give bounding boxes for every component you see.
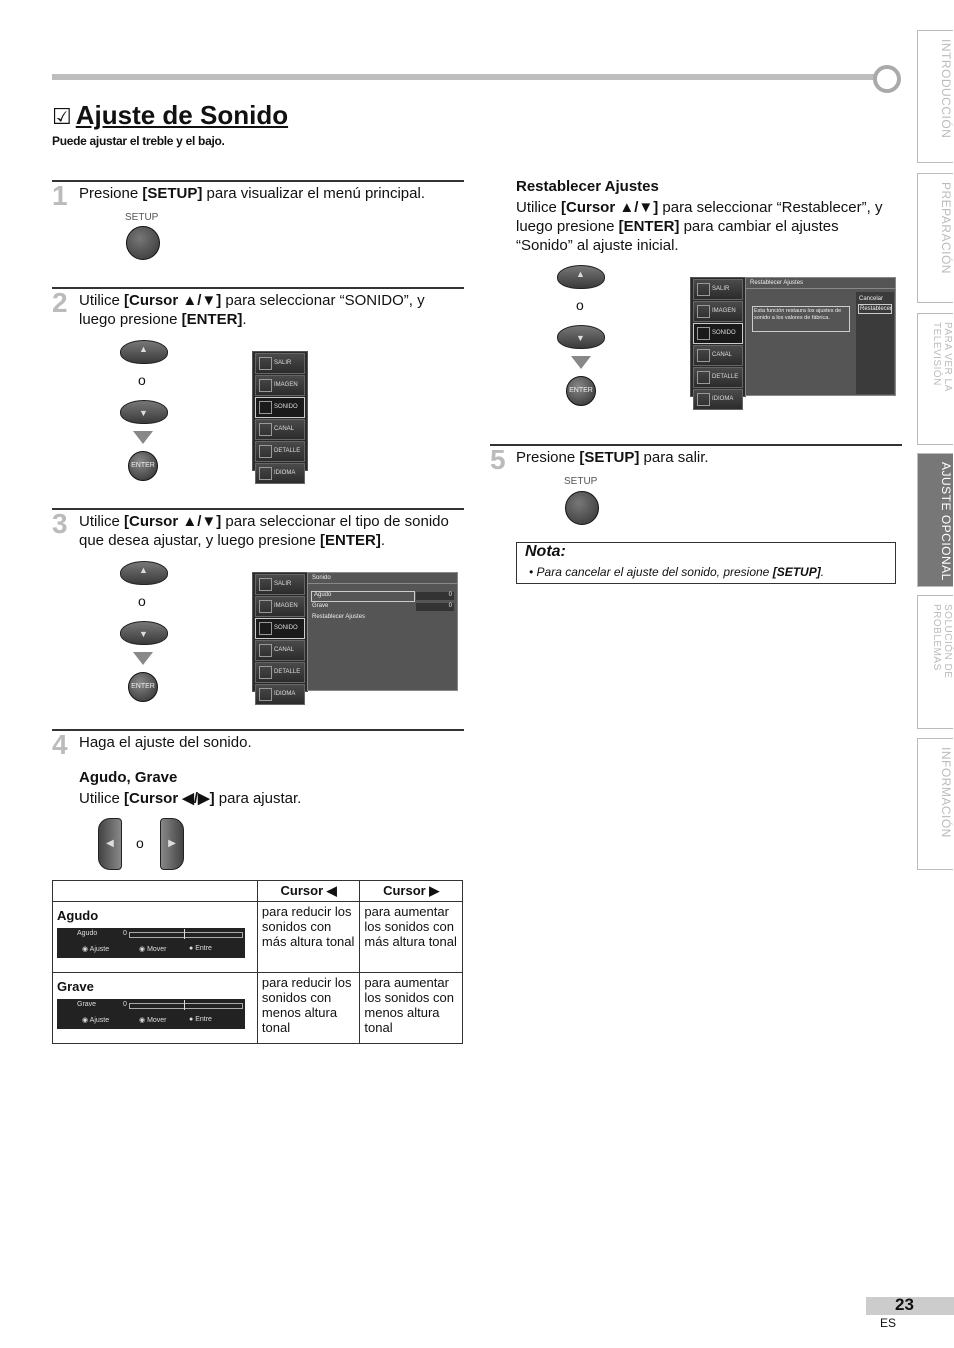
menu-item-idioma: IDIOMA (255, 463, 305, 484)
menu-item-sonido: SONIDO (255, 397, 305, 418)
adjust-table (52, 880, 463, 1044)
menu-item-salir: SALIR (255, 574, 305, 595)
sound-row-agudo: Agudo (311, 591, 415, 602)
grave-value: 0 (416, 603, 454, 611)
agudo-cell (53, 902, 258, 973)
step4-number: 4 (52, 729, 68, 760)
menu-item-canal: CANAL (693, 345, 743, 366)
enter-button-icon: ENTER (128, 451, 158, 481)
mover-hint: ◉ Mover (139, 946, 167, 953)
reset-settings-panel (745, 277, 896, 396)
agudo-value: 0 (416, 592, 454, 600)
menu-item-detalle: DETALLE (693, 367, 743, 388)
sound-row-reset: Restablecer Ajustes (312, 614, 366, 620)
note-title: Nota: (525, 543, 566, 560)
side-tab-introduccion[interactable]: INTRODUCCIÓN (917, 30, 953, 163)
option-restablecer: Restablecer (860, 306, 893, 312)
agudo-bar-label: Agudo (77, 930, 98, 937)
detalle-icon (697, 371, 710, 384)
agudo-left-desc: para reducir los sonidos con más altura tonal (257, 902, 359, 973)
arrow-down-icon (133, 652, 153, 665)
or-label: o (138, 372, 146, 388)
table-header-left: Cursor ◀ (257, 881, 359, 902)
menu-item-detalle: DETALLE (255, 441, 305, 462)
enter-button-icon: ENTER (128, 672, 158, 702)
table-header-empty (53, 881, 258, 902)
cursor-up-icon: ▲ (120, 340, 168, 364)
reset-panel-message: Esta función restaura los ajustes de sonido a los valores de fábrica. (752, 306, 850, 332)
table-row (53, 902, 463, 973)
menu-item-salir: SALIR (255, 353, 305, 374)
reset-menu-screen (690, 277, 746, 402)
sonido-icon (259, 401, 272, 414)
setup-label: SETUP (564, 476, 598, 487)
grave-slider (129, 1003, 243, 1009)
sound-row-grave: Grave (312, 603, 329, 609)
canal-icon (259, 423, 272, 436)
page-subtitle: Puede ajustar el treble y el bajo. (52, 134, 225, 148)
enter-button-icon: ENTER (566, 376, 596, 406)
page-title (52, 100, 288, 131)
grave-label: Grave (57, 979, 94, 994)
agudo-bar-screen (57, 928, 245, 958)
grave-cell (53, 973, 258, 1044)
step3-rule (52, 508, 464, 510)
menu-item-imagen: IMAGEN (693, 301, 743, 322)
main-menu-screen (252, 351, 308, 476)
cursor-right-icon: ▶ (160, 818, 184, 870)
menu-item-imagen: IMAGEN (255, 375, 305, 396)
sound-menu-screen (252, 572, 308, 697)
cursor-up-icon: ▲ (557, 265, 605, 289)
step4-rule (52, 729, 464, 731)
menu-item-idioma: IDIOMA (693, 389, 743, 410)
step3-number: 3 (52, 508, 68, 539)
header-rule (52, 74, 874, 80)
step2-rule (52, 287, 464, 289)
reset-panel-title: Restablecer Ajustes (746, 278, 895, 289)
checkbox-icon: ☑ (52, 104, 72, 129)
grave-left-desc: para reducir los sonidos con menos altura tonal (257, 973, 359, 1044)
arrow-down-icon (571, 356, 591, 369)
ajuste-hint: ◉ Ajuste (82, 1017, 110, 1024)
salir-icon (259, 357, 272, 370)
step2-text: Utilice [Cursor ▲/▼] para seleccionar “SONIDO”, y luego presione [ENTER]. (79, 292, 425, 328)
menu-item-sonido: SONIDO (693, 323, 743, 344)
salir-icon (259, 578, 272, 591)
sonido-icon (259, 622, 272, 635)
step5-text: Presione [SETUP] para salir. (516, 449, 709, 466)
side-tab-para-ver[interactable]: PARA VER LA TELEVISIÓN (917, 313, 953, 445)
cursor-down-icon: ▼ (120, 621, 168, 645)
imagen-icon (259, 379, 272, 392)
step4-text: Haga el ajuste del sonido. (79, 734, 252, 751)
step1-text: Presione [SETUP] para visualizar el menú principal. (79, 185, 425, 202)
note-text: • Para cancelar el ajuste del sonido, presione [SETUP]. (529, 565, 825, 579)
cursor-down-icon: ▼ (557, 325, 605, 349)
step3-text: Utilice [Cursor ▲/▼] para seleccionar el tipo de sonido que desea ajustar, y luego presione [ENTER]. (79, 513, 449, 549)
canal-icon (697, 349, 710, 362)
idioma-icon (259, 467, 272, 480)
grave-bar-value: 0 (123, 1001, 127, 1008)
side-tab-preparacion[interactable]: PREPARACIÓN (917, 173, 953, 303)
arrow-down-icon (133, 431, 153, 444)
cursor-left-icon: ◀ (98, 818, 122, 870)
page-lang: ES (880, 1316, 897, 1330)
reset-options-panel (856, 292, 894, 394)
sound-settings-panel (307, 572, 458, 691)
imagen-icon (697, 305, 710, 318)
setup-label: SETUP (125, 212, 159, 223)
grave-slider-center (184, 1000, 185, 1010)
menu-item-canal: CANAL (255, 640, 305, 661)
table-row (53, 973, 463, 1044)
page-title-text: Ajuste de Sonido (75, 100, 289, 130)
idioma-icon (697, 393, 710, 406)
cursor-up-icon: ▲ (120, 561, 168, 585)
or-label: o (136, 835, 144, 851)
menu-item-idioma: IDIOMA (255, 684, 305, 705)
sound-panel-title: Sonido (308, 573, 457, 584)
step5-number: 5 (490, 444, 506, 475)
reset-heading: Restablecer Ajustes (516, 178, 659, 195)
menu-item-salir: SALIR (693, 279, 743, 300)
page-number: 23 (895, 1295, 914, 1314)
reset-text: Utilice [Cursor ▲/▼] para seleccionar “Restablecer”, y luego presione [ENTER] para cambiar el ajustes “Sonido” al ajuste inicial. (516, 199, 883, 254)
agudo-label: Agudo (57, 908, 99, 923)
side-tab-solucion[interactable]: SOLUCIÓN DE PROBLEMAS (917, 595, 953, 729)
table-header-right: Cursor ▶ (360, 881, 463, 902)
detalle-icon (259, 666, 272, 679)
menu-item-canal: CANAL (255, 419, 305, 440)
menu-item-imagen: IMAGEN (255, 596, 305, 617)
option-cancelar: Cancelar (859, 296, 884, 302)
header-circle (873, 65, 901, 93)
canal-icon (259, 644, 272, 657)
agudo-grave-heading: Agudo, Grave (79, 769, 178, 786)
grave-right-desc: para aumentar los sonidos con menos altura tonal (360, 973, 463, 1044)
side-tab-informacion[interactable]: INFORMACIÓN (917, 738, 953, 870)
agudo-slider (129, 932, 243, 938)
or-label: o (138, 593, 146, 609)
cursor-down-icon: ▼ (120, 400, 168, 424)
grave-bar-label: Grave (77, 1001, 97, 1008)
step1-number: 1 (52, 180, 68, 211)
agudo-bar-value: 0 (123, 930, 127, 937)
sonido-icon (697, 327, 710, 340)
detalle-icon (259, 445, 272, 458)
side-tab-ajuste-opcional[interactable]: AJUSTE OPCIONAL (917, 453, 953, 587)
step5-rule (490, 444, 902, 446)
menu-item-sonido: SONIDO (255, 618, 305, 639)
or-label: o (576, 297, 584, 313)
grave-bar-screen (57, 999, 245, 1029)
imagen-icon (259, 600, 272, 613)
ajuste-hint: ◉ Ajuste (82, 946, 110, 953)
mover-hint: ◉ Mover (139, 1017, 167, 1024)
step1-rule (52, 180, 464, 182)
step2-number: 2 (52, 287, 68, 318)
setup-button-icon (565, 491, 599, 525)
entre-hint: ● Entre (189, 945, 212, 952)
agudo-slider-center (184, 929, 185, 939)
entre-hint: ● Entre (189, 1016, 212, 1023)
step4-instructions: Utilice [Cursor ◀/▶] para ajustar. (79, 790, 302, 807)
menu-item-detalle: DETALLE (255, 662, 305, 683)
note-box (516, 542, 896, 584)
salir-icon (697, 283, 710, 296)
table-header-row (53, 881, 463, 902)
idioma-icon (259, 688, 272, 701)
agudo-right-desc: para aumentar los sonidos con más altura tonal (360, 902, 463, 973)
setup-button-icon (126, 226, 160, 260)
